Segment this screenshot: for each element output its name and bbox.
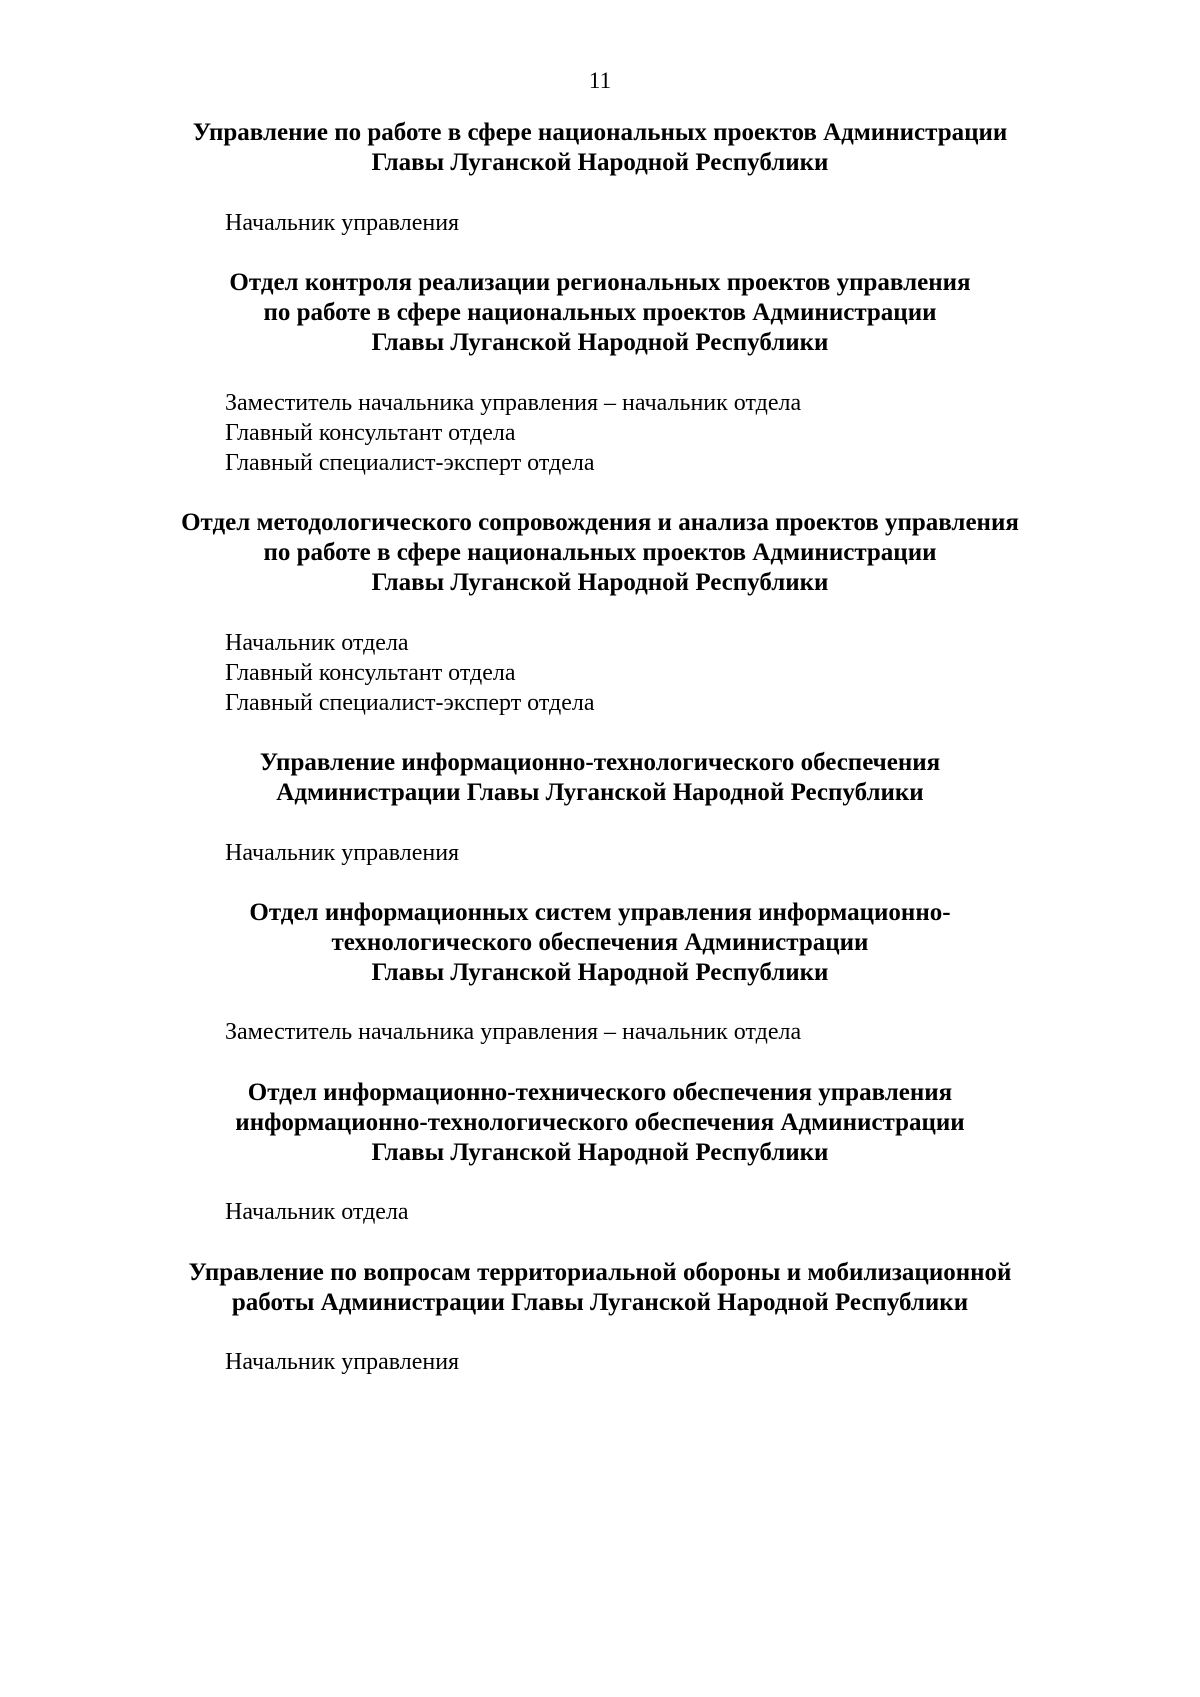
position-item: Заместитель начальника управления – начальник отдела <box>225 1019 802 1045</box>
heading-line: Отдел информационно-технического обеспечения управления <box>247 1079 953 1106</box>
position-item: Главный специалист-эксперт отдела <box>225 450 595 476</box>
heading-line: Управление по вопросам территориальной обороны и мобилизационной <box>188 1259 1012 1286</box>
section-heading-information-systems-dept <box>100 898 1100 988</box>
heading-line: Управление информационно-технологического обеспечения <box>259 749 941 776</box>
heading-line: по работе в сфере национальных проектов Администрации <box>263 299 937 326</box>
heading-line: Отдел контроля реализации региональных проектов управления <box>229 269 971 296</box>
heading-line: Главы Луганской Народной Республики <box>371 569 829 596</box>
section-heading-national-projects-directorate <box>100 118 1100 178</box>
heading-line: технологического обеспечения Администрации <box>331 929 869 956</box>
position-item: Заместитель начальника управления – начальник отдела <box>225 390 802 416</box>
heading-line: по работе в сфере национальных проектов Администрации <box>263 539 937 566</box>
heading-line: Управление по работе в сфере национальных проектов Администрации <box>192 119 1008 146</box>
heading-line: Отдел методологического сопровождения и анализа проектов управления <box>181 509 1019 536</box>
section-heading-methodology-dept <box>100 508 1100 598</box>
heading-line: Главы Луганской Народной Республики <box>371 329 829 356</box>
positions-list-territorial-defense-directorate <box>225 1347 1125 1377</box>
heading-line: Главы Луганской Народной Республики <box>371 959 829 986</box>
positions-list-technical-support-dept <box>225 1197 1125 1227</box>
heading-line: работы Администрации Главы Луганской Народной Республики <box>231 1289 969 1316</box>
positions-list-it-directorate <box>225 838 1125 868</box>
position-item: Начальник отдела <box>225 630 409 656</box>
section-heading-it-directorate <box>100 748 1100 808</box>
position-item: Главный консультант отдела <box>225 660 516 686</box>
heading-line: Администрации Главы Луганской Народной Республики <box>276 779 924 806</box>
positions-list-information-systems-dept <box>225 1017 1125 1047</box>
position-item: Начальник управления <box>225 840 460 866</box>
page-number: 11 <box>588 68 612 93</box>
section-heading-technical-support-dept <box>100 1078 1100 1168</box>
heading-line: Главы Луганской Народной Республики <box>371 149 829 176</box>
heading-line: Отдел информационных систем управления информационно- <box>249 899 951 926</box>
position-item: Начальник отдела <box>225 1199 409 1225</box>
positions-list-methodology-dept <box>225 628 1125 718</box>
position-item: Главный консультант отдела <box>225 420 516 446</box>
position-item: Начальник управления <box>225 210 460 236</box>
positions-list-national-projects-directorate <box>225 208 1125 238</box>
section-heading-regional-projects-control-dept <box>100 268 1100 358</box>
position-item: Главный специалист-эксперт отдела <box>225 690 595 716</box>
heading-line: информационно-технологического обеспечения Администрации <box>235 1109 965 1136</box>
position-item: Начальник управления <box>225 1349 460 1375</box>
positions-list-regional-projects-control-dept <box>225 388 1125 478</box>
section-heading-territorial-defense-directorate <box>100 1258 1100 1318</box>
heading-line: Главы Луганской Народной Республики <box>371 1139 829 1166</box>
